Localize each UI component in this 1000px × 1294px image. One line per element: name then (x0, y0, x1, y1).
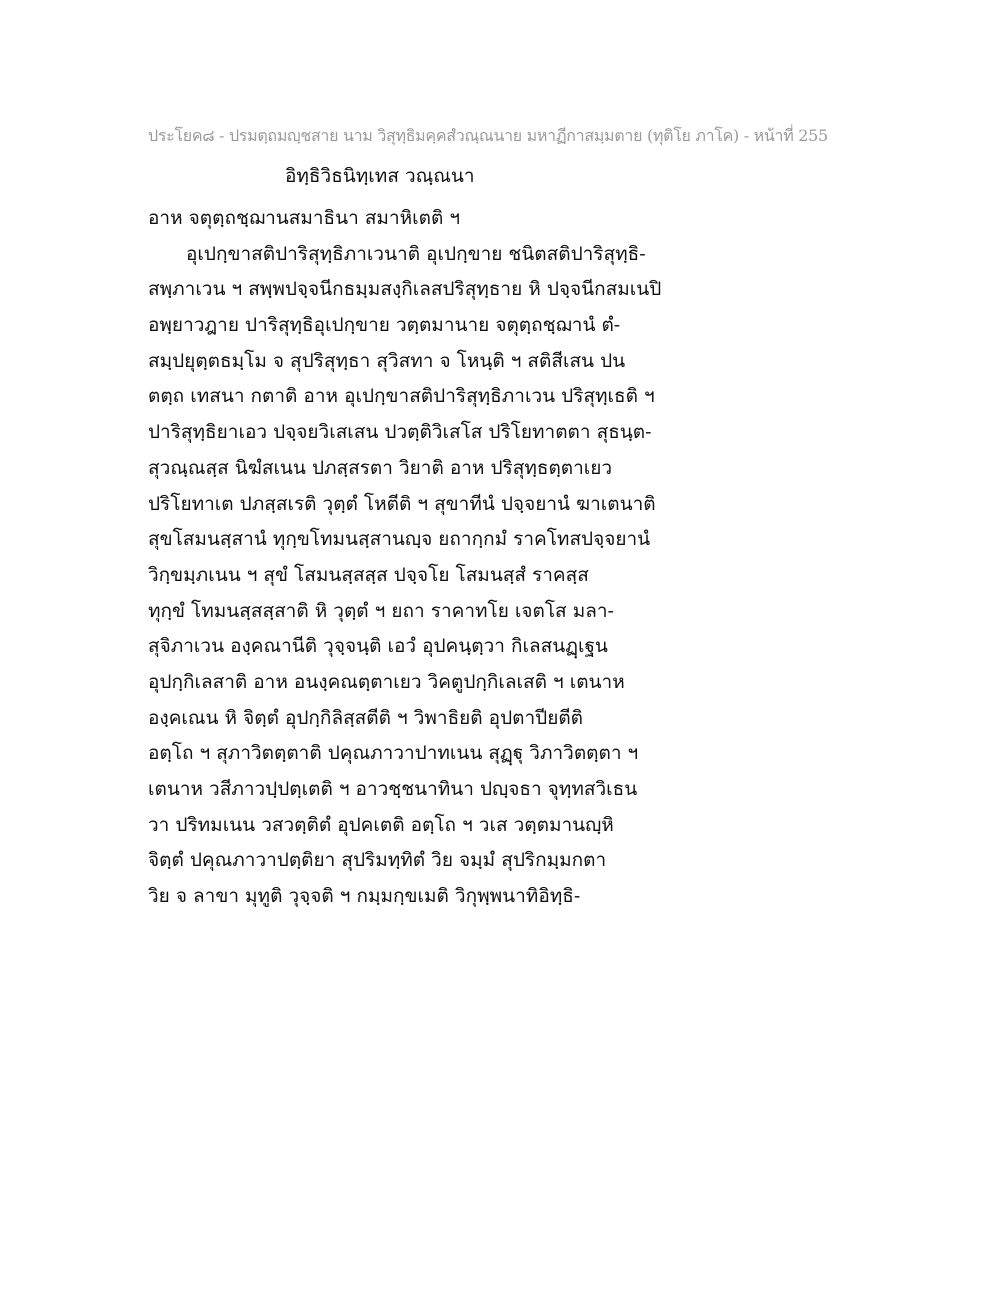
text-line: อตฺโถ ฯ สุภาวิตตฺตาติ ปคุณภาวาปาทเนน สุฏฺฐุ วิภาวิตตฺตา ฯ (148, 742, 639, 765)
text-line: จิตฺตํ ปคุณภาวาปตฺติยา สุปริมทฺทิตํ วิย จมฺมํ สุปริกมฺมกตา (148, 849, 607, 872)
text-line: ปริโยทาเต ปภสฺสเรติ วุตฺตํ โหตีติ ฯ สุขาทีนํ ปจฺจยานํ ฆาเตนาติ (148, 492, 656, 515)
text-line: วิกฺขมฺภเนน ฯ สุขํ โสมนสฺสสฺส ปจฺจโย โสมนสฺสํ ราคสฺส (148, 563, 589, 586)
text-line: สพฺภาเวน ฯ สพฺพปจฺจนีกธมฺมสงฺกิเลสปริสุทฺธาย หิ ปจฺจนีกสมเนปิ (148, 278, 662, 301)
text-line: เตนาห วสีภาวปฺปตฺเตติ ฯ อาวชฺชนาทินา ปญฺจธา จุทฺทสวิเธน (148, 778, 638, 800)
text-line: วิย จ ลาขา มุทูติ วุจฺจติ ฯ กมฺมกฺขเมติ วิกุพฺพนาทิอิทฺธิ- (148, 885, 581, 908)
text-line: อพฺยาวฎาย ปาริสุทฺธิอุเปกฺขาย วตฺตมานาย จตุตฺถชฺฌานํ ตํ- (148, 314, 621, 337)
text-line: วา ปริทมเนน วสวตฺติตํ อุปคเตติ อตฺโถ ฯ วเส วตฺตมานญฺหิ (148, 813, 614, 836)
text-line: อุเปกฺขาสติปาริสุทฺธิภาเวนาติ อุเปกฺขาย ชนิตสติปาริสุทฺธิ- (186, 242, 646, 265)
text-line: อุปกฺกิเลสาติ อาห อนงฺคณตฺตาเยว วิคตูปกฺกิเลเสติ ฯ เตนาห (148, 670, 625, 693)
running-header: ประโยค๘ - ปรมตฺถมญฺชสาย นาม วิสุทฺธิมคฺคสํวณฺณนาย มหาฏีกาสมฺมตาย (ทุติโย ภาโค) - หน้าที่ 255 (148, 126, 828, 145)
body-text (148, 201, 848, 915)
text-line: อาห จตุตฺถชฺฌานสมาธินา สมาหิเตติ ฯ (148, 207, 461, 229)
text-line: ตตฺถ เทสนา กตาติ อาห อุเปกฺขาสติปาริสุทฺธิภาเวน ปริสุทฺเธติ ฯ (148, 385, 655, 408)
text-line: สุวณฺณสฺส นิฆํสเนน ปภสฺสรตา วิยาติ อาห ปริสุทฺธตฺตาเยว (148, 456, 613, 479)
text-line: ปาริสุทฺธิยาเอว ปจฺจยวิเสเสน ปวตฺติวิเสโส ปริโยทาตตา สุธนฺต- (148, 421, 652, 444)
text-line: องฺคเณน หิ จิตฺตํ อุปกฺกิลิสฺสตีติ ฯ วิพาธิยติ อุปตาปียตีติ (148, 706, 584, 729)
text-line: สุขโสมนสฺสานํ ทุกฺขโทมนสฺสานญฺจ ยถากฺกมํ ราคโทสปจฺจยานํ (148, 528, 651, 551)
text-line: ทุกฺขํ โทมนสฺสสฺสาติ หิ วุตฺตํ ฯ ยถา ราคาทโย เจตโส มลา- (148, 599, 614, 622)
text-line: สมฺปยุตฺตธมฺโม จ สุปริสุทฺธา สุวิสทา จ โหนฺติ ฯ สติสีเสน ปน (148, 349, 626, 372)
text-line: สุจิภาเวน องฺคณานีติ วุจฺจนฺติ เอวํ อุปคนฺตฺวา กิเลสนฏฺเฐน (148, 635, 608, 658)
section-title: อิทฺธิวิธนิทฺเทส วณฺณนา (285, 165, 475, 187)
